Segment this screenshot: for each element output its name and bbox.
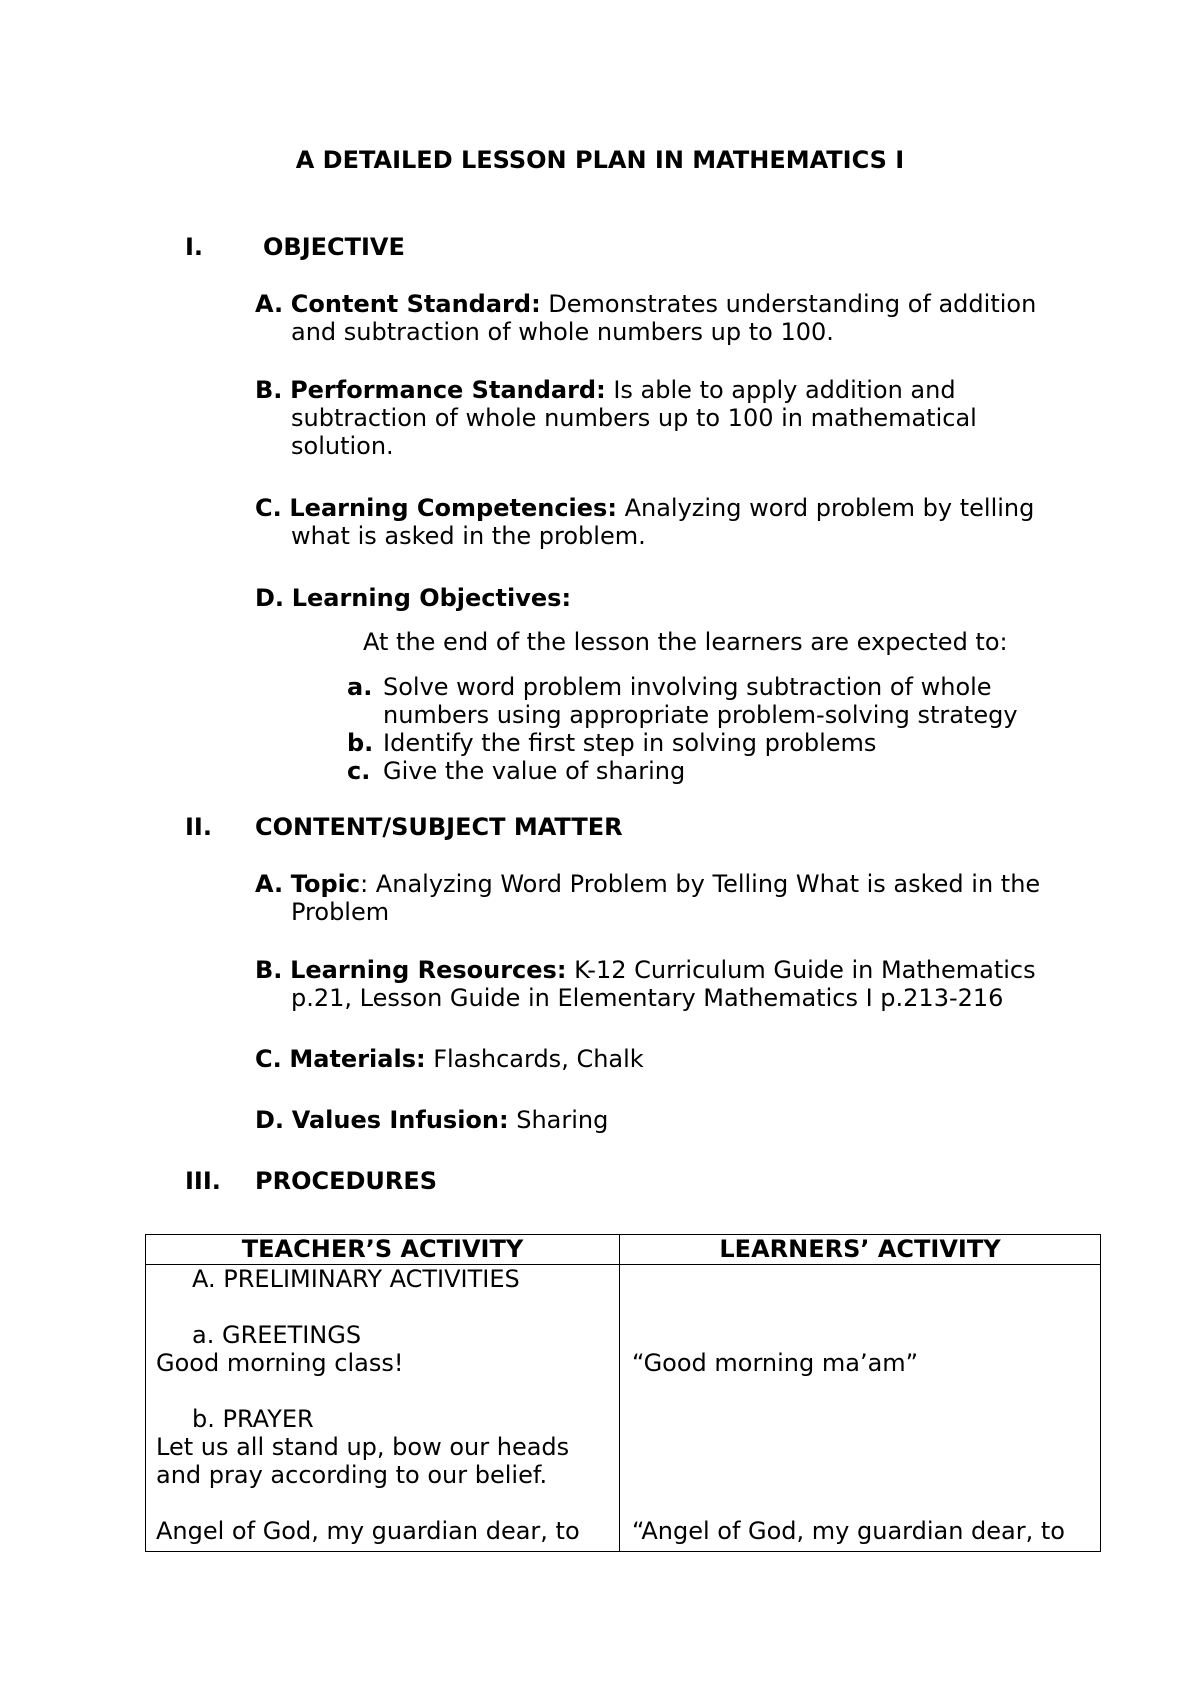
section-3-numeral: III. xyxy=(185,1167,221,1195)
content-standard-letter: A. xyxy=(255,290,284,318)
materials-text: Flashcards, Chalk xyxy=(425,1045,644,1073)
learning-objectives-label: Learning Objectives: xyxy=(291,584,572,612)
teacher-angel-line: Angel of God, my guardian dear, to xyxy=(156,1517,580,1545)
learning-resources-text: K-12 Curriculum Guide in Mathematics xyxy=(566,956,1036,984)
learning-resources-label: Learning Resources: xyxy=(290,956,567,984)
performance-standard-letter: B. xyxy=(255,376,283,404)
learning-competencies xyxy=(255,494,1034,522)
content-standard-text-2: and subtraction of whole numbers up to 100. xyxy=(291,318,834,346)
learning-resources xyxy=(255,956,1036,984)
preliminary-activities: A. PRELIMINARY ACTIVITIES xyxy=(192,1265,520,1293)
greetings-heading: a. GREETINGS xyxy=(192,1321,362,1349)
learning-resources-letter: B. xyxy=(255,956,283,984)
teacher-prayer-line-1: Let us all stand up, bow our heads xyxy=(156,1433,570,1461)
values-infusion xyxy=(255,1106,608,1134)
objective-c-text: Give the value of sharing xyxy=(383,757,686,785)
teacher-greeting: Good morning class! xyxy=(156,1349,404,1377)
learning-competencies-label: Learning Competencies: xyxy=(289,494,617,522)
materials-letter: C. xyxy=(255,1045,282,1073)
learning-competencies-text-2: what is asked in the problem. xyxy=(291,522,646,550)
learning-competencies-letter: C. xyxy=(255,494,282,522)
procedures-table xyxy=(145,1234,1101,1552)
performance-standard xyxy=(255,376,956,404)
content-standard-text: Demonstrates understanding of addition xyxy=(540,290,1037,318)
values-infusion-letter: D. xyxy=(255,1106,285,1134)
prayer-heading: b. PRAYER xyxy=(192,1405,314,1433)
topic-letter: A. xyxy=(255,870,284,898)
objective-a-text-2: numbers using appropriate problem-solving strategy xyxy=(383,701,1018,729)
learning-objectives-intro: At the end of the lesson the learners are expected to: xyxy=(363,628,1008,656)
topic-text: : Analyzing Word Problem by Telling What is asked in the xyxy=(360,870,1041,898)
teacher-activity-header: TEACHER’S ACTIVITY xyxy=(241,1235,524,1263)
topic xyxy=(255,870,1040,898)
learners-greeting-reply: “Good morning ma’am” xyxy=(632,1349,919,1377)
values-infusion-text: Sharing xyxy=(508,1106,609,1134)
section-1-numeral: I. xyxy=(185,233,204,261)
section-1-heading: OBJECTIVE xyxy=(263,233,405,261)
learning-objectives xyxy=(255,584,571,612)
values-infusion-label: Values Infusion: xyxy=(291,1106,509,1134)
topic-text-2: Problem xyxy=(291,898,390,926)
topic-label: Topic xyxy=(290,870,361,898)
content-standard-label: Content Standard: xyxy=(290,290,541,318)
page-title: A DETAILED LESSON PLAN IN MATHEMATICS I xyxy=(295,146,905,174)
performance-standard-text: Is able to apply addition and xyxy=(605,376,956,404)
table-column-divider xyxy=(619,1235,620,1551)
section-2-heading: CONTENT/SUBJECT MATTER xyxy=(255,813,623,841)
performance-standard-text-2: subtraction of whole numbers up to 100 in mathematical xyxy=(291,404,977,432)
learners-activity-header: LEARNERS’ ACTIVITY xyxy=(719,1235,1001,1263)
learners-angel-line: “Angel of God, my guardian dear, to xyxy=(632,1517,1065,1545)
performance-standard-text-3: solution. xyxy=(291,432,394,460)
performance-standard-label: Performance Standard: xyxy=(290,376,606,404)
learning-competencies-text: Analyzing word problem by telling xyxy=(616,494,1035,522)
objective-a-letter: a. xyxy=(347,673,373,701)
objective-b-text: Identify the first step in solving problems xyxy=(383,729,877,757)
section-3-heading: PROCEDURES xyxy=(255,1167,438,1195)
objective-a-text: Solve word problem involving subtraction of whole xyxy=(383,673,992,701)
learning-objectives-letter: D. xyxy=(255,584,285,612)
materials xyxy=(255,1045,644,1073)
teacher-prayer-line-2: and pray according to our belief. xyxy=(156,1461,548,1489)
section-2-numeral: II. xyxy=(185,813,212,841)
learning-resources-text-2: p.21, Lesson Guide in Elementary Mathematics I p.213-216 xyxy=(291,984,1004,1012)
objective-c-letter: c. xyxy=(347,757,371,785)
objective-b-letter: b. xyxy=(347,729,374,757)
content-standard xyxy=(255,290,1036,318)
materials-label: Materials: xyxy=(289,1045,426,1073)
